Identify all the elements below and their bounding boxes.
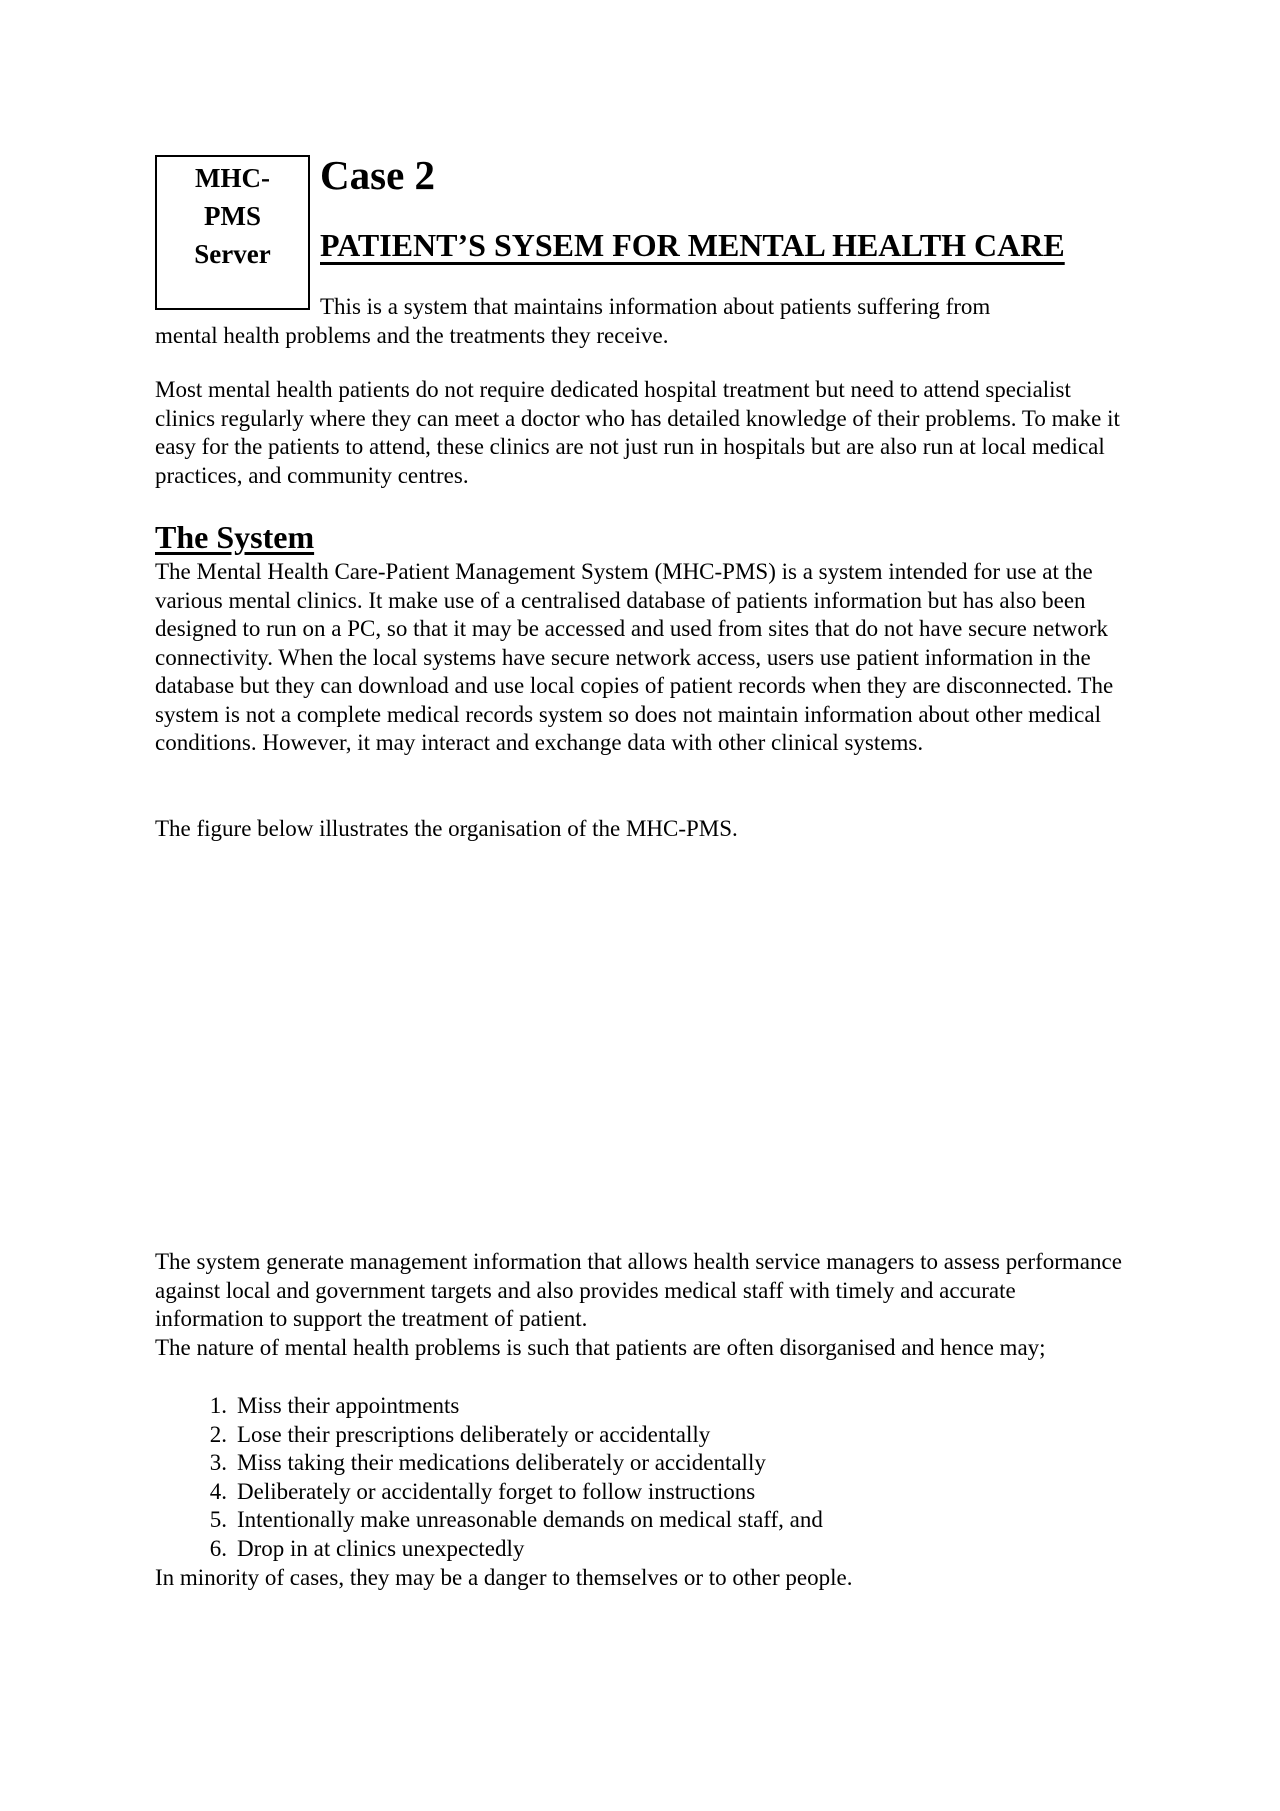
- case-title: Case 2: [320, 152, 436, 198]
- list-item: [155, 1478, 1130, 1507]
- list-text: Miss taking their medications deliberately or accidentally: [237, 1450, 766, 1475]
- list-text: Lose their prescriptions deliberately or accidentally: [237, 1421, 711, 1447]
- nature-paragraph: The nature of mental health problems is such that patients are often disorganised and hence may;: [155, 1334, 1046, 1360]
- system-description-paragraph: The Mental Health Care-Patient Management System (MHC-PMS) is a system intended for use at the various mental clinics. It make use of a centralised database of patients information but has also been designed to run on a PC, so that it may be accessed and used from sites that do not have secure network connectivity. When the local systems have secure network access, users use patient information in the database but they can download and use local copies of patient records when they are disconnected. The system is not a complete medical records system so does not maintain information about other medical conditions. However, it may interact and exchange data with other clinical systems.: [155, 559, 1114, 755]
- server-box-line1: MHC-: [195, 163, 270, 193]
- list-item: [155, 1506, 1130, 1535]
- management-info-section: [155, 1248, 1130, 1362]
- list-number: 3.: [209, 1450, 227, 1475]
- closing-paragraph: In minority of cases, they may be a danger to themselves or to other people.: [155, 1565, 853, 1590]
- list-text: Deliberately or accidentally forget to follow instructions: [237, 1478, 756, 1504]
- list-number: 6.: [209, 1535, 227, 1561]
- figure-intro-paragraph: The figure below illustrates the organisation of the MHC-PMS.: [155, 816, 738, 841]
- management-info-paragraph: The system generate management information that allows health service managers to assess performance against local and government targets and also provides medical staff with timely and accurate information to support the treatment of patient.: [155, 1249, 1122, 1331]
- behaviour-list: [155, 1392, 1130, 1563]
- clinics-paragraph: Most mental health patients do not require dedicated hospital treatment but need to attend specialist clinics regularly where they can meet a doctor who has detailed knowledge of their problems. To make it easy for the patients to attend, these clinics are not just run in hospitals but are also run at local medical practices, and community centres.: [155, 377, 1120, 488]
- server-box-line2: PMS: [204, 201, 261, 231]
- list-number: 4.: [209, 1478, 227, 1504]
- mhc-pms-server-box: [155, 155, 310, 310]
- list-number: 1.: [209, 1393, 227, 1418]
- intro-rest: mental health problems and the treatments they receive.: [155, 322, 669, 348]
- intro-first-line: This is a system that maintains information about patients suffering from: [320, 294, 991, 319]
- list-item: [155, 1392, 1130, 1421]
- list-text: Intentionally make unreasonable demands on medical staff, and: [237, 1507, 823, 1532]
- system-heading: The System: [155, 519, 315, 555]
- list-number: 2.: [209, 1421, 227, 1447]
- list-text: Drop in at clinics unexpectedly: [237, 1535, 525, 1561]
- main-heading: PATIENT’S SYSEM FOR MENTAL HEALTH CARE: [320, 227, 1065, 263]
- list-item: [155, 1535, 1130, 1564]
- list-text: Miss their appointments: [237, 1393, 460, 1418]
- intro-paragraph: [155, 293, 1130, 350]
- list-item: [155, 1421, 1130, 1450]
- server-box-line3: Server: [194, 239, 271, 269]
- list-number: 5.: [209, 1507, 227, 1532]
- figure-placeholder: [155, 855, 1130, 1235]
- list-item: [155, 1449, 1130, 1478]
